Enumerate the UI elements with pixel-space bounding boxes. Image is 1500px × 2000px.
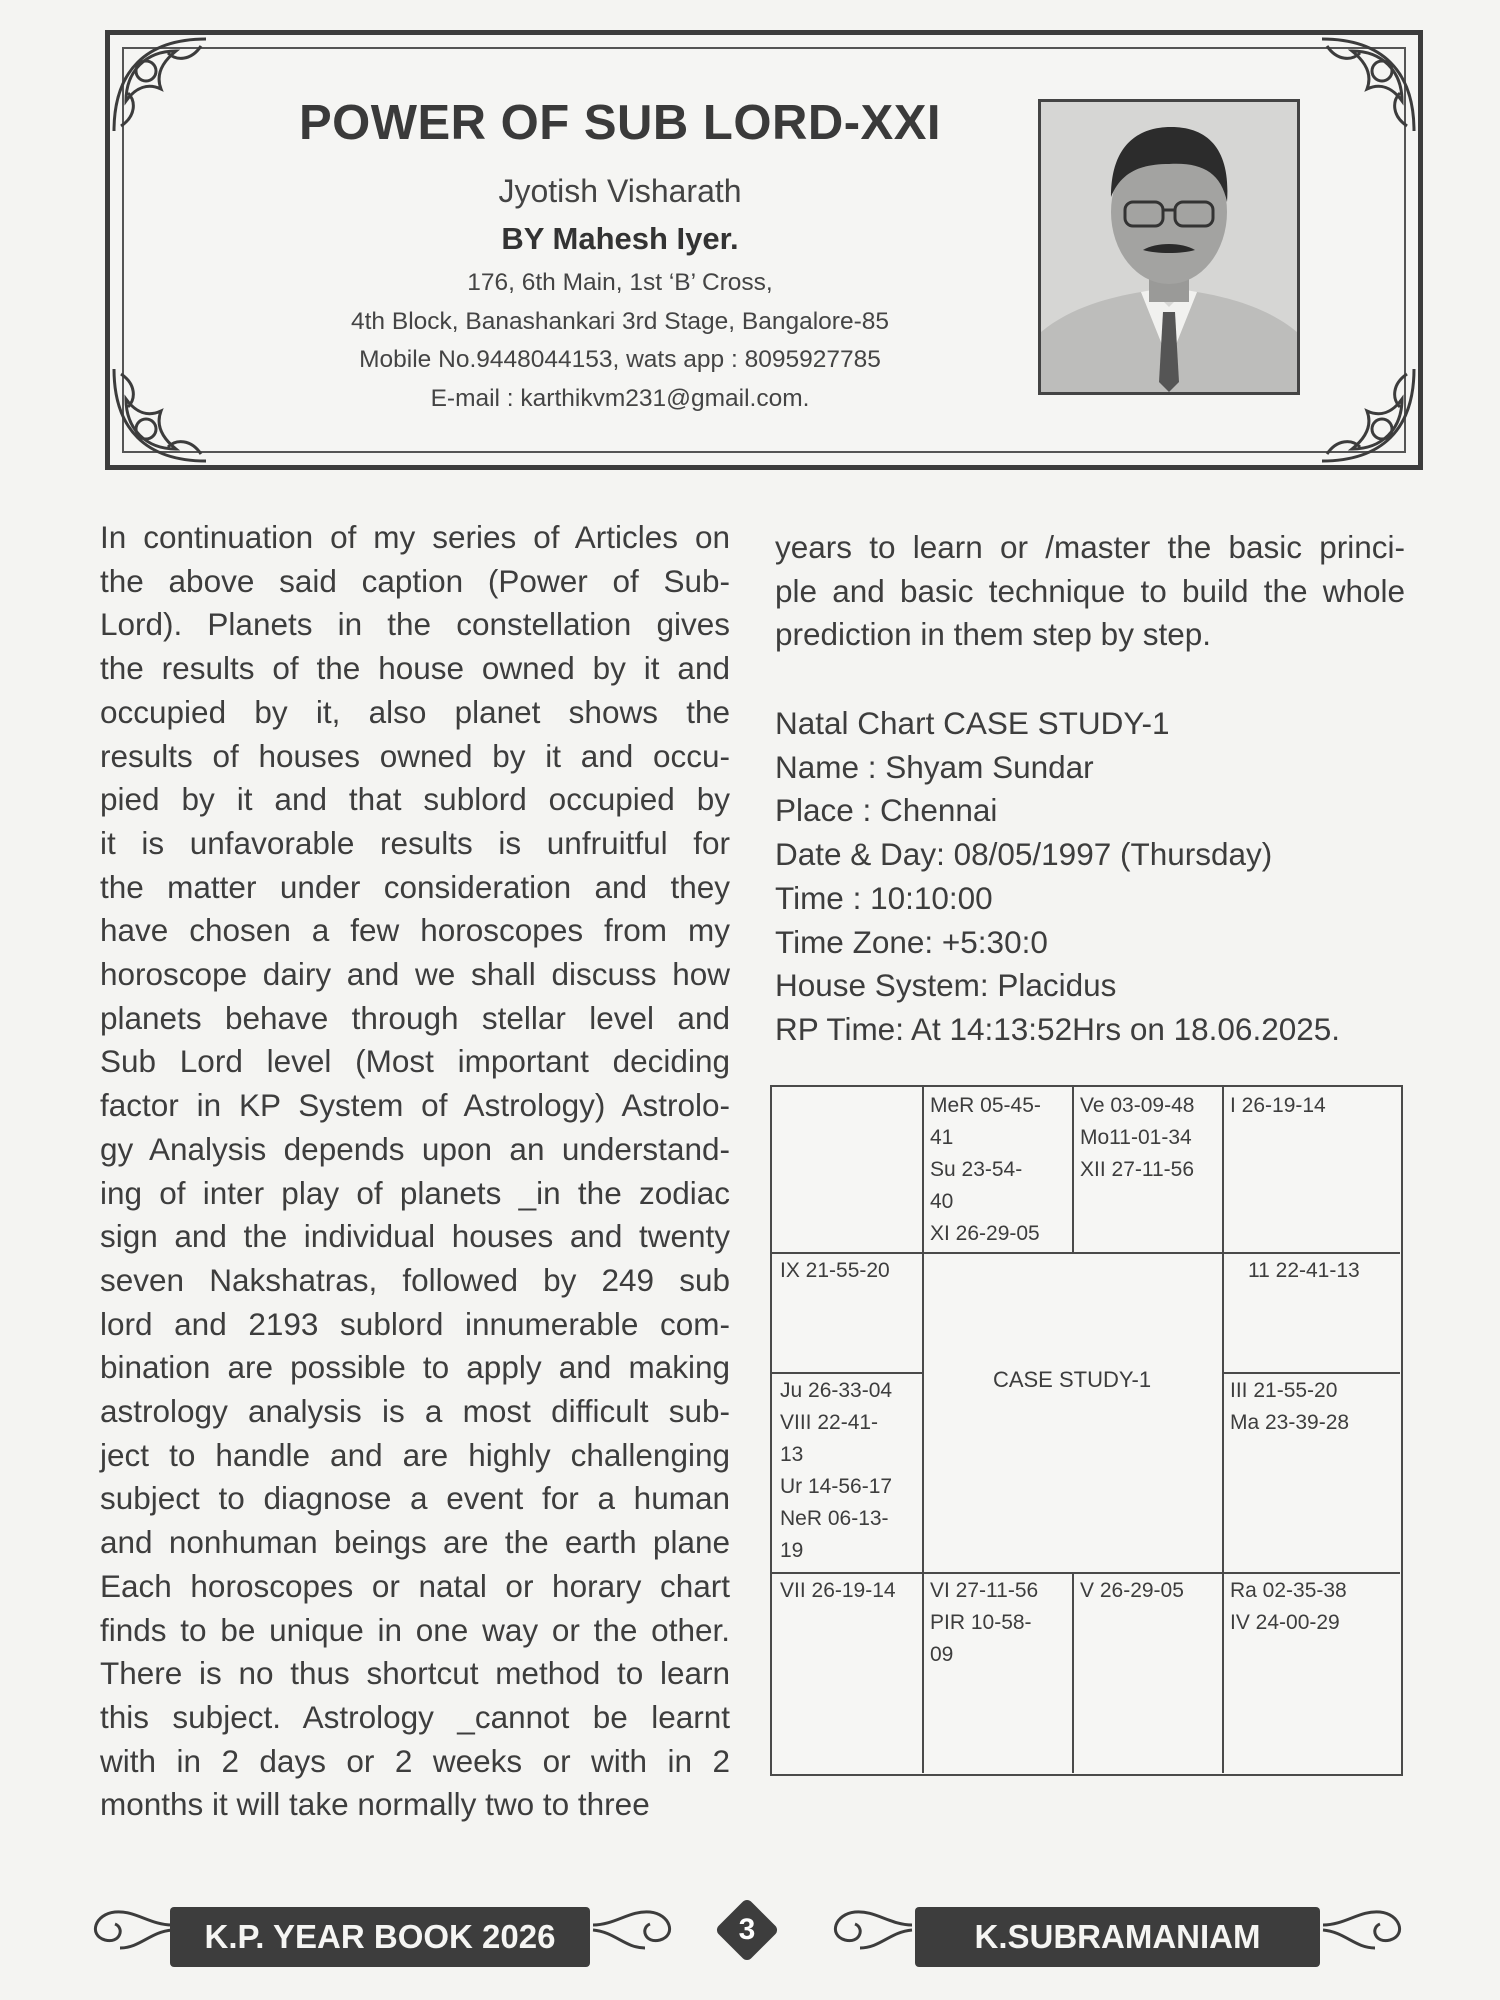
chart-cell-entry: VII 26-19-14: [780, 1579, 896, 1602]
chart-cell-entry: NeR 06-13-: [780, 1507, 889, 1530]
native-name: Name : Shyam Sundar: [775, 748, 1094, 785]
footer-swirl-icon: [80, 1890, 175, 1960]
chart-cell-r3c4: [1222, 1372, 1400, 1572]
contact-email: E-mail : karthikvm231@gmail.com.: [430, 385, 810, 412]
chart-cell-entry: XI 26-29-05: [930, 1222, 1040, 1245]
body-text-line: lord and 2193 sublord innumerable com-: [100, 1305, 730, 1342]
body-text-line: subject to diagnose a event for a human: [100, 1480, 730, 1517]
body-text-line: Each horoscopes or natal or horary chart: [100, 1567, 730, 1604]
body-text-line: and nonhuman beings are the earth plane: [100, 1524, 730, 1561]
chart-cell-entry: 13: [780, 1443, 804, 1466]
body-text-line: In continuation of my series of Articles on: [100, 519, 730, 555]
chart-cell-entry: VIII 22-41-: [780, 1411, 879, 1434]
chart-cell-r4c4: [1222, 1572, 1400, 1773]
address-line-2: 4th Block, Banashankari 3rd Stage, Bangalore-85: [351, 308, 889, 335]
body-text-line: gy Analysis depends upon an understand-: [100, 1130, 730, 1167]
chart-cell-entry: I 26-19-14: [1230, 1094, 1326, 1117]
chart-cell-r2c4: [1222, 1252, 1400, 1372]
body-text-line: the results of the house owned by it and: [100, 650, 730, 687]
article-title: POWER OF SUB LORD-XXI: [298, 96, 942, 150]
corner-ornament-icon: [106, 359, 216, 469]
corner-ornament-icon: [106, 31, 216, 141]
natal-chart-grid: [770, 1085, 1403, 1776]
chart-cell-entry: Ma 23-39-28: [1230, 1411, 1350, 1434]
author-photo: [1038, 99, 1300, 395]
chart-cell-entry: Ve 03-09-48: [1080, 1094, 1195, 1117]
time-zone: Time Zone: +5:30:0: [775, 923, 1048, 960]
body-text-line: years to learn or /master the basic princi-: [775, 529, 1405, 565]
footer-yearbook-label: K.P. YEAR BOOK 2026: [170, 1907, 590, 1967]
case-study-heading: Natal Chart CASE STUDY-1: [775, 705, 1170, 741]
case-study-details: [775, 702, 1415, 1052]
body-text-line: the above said caption (Power of Sub-: [100, 562, 730, 599]
chart-cell-r1c1: [772, 1087, 922, 1252]
chart-cell-entry: Su 23-54-: [930, 1158, 1023, 1181]
author-name: BY Mahesh Iyer.: [501, 221, 739, 256]
chart-cell-entry: Mo11-01-34: [1080, 1126, 1192, 1149]
address-line-1: 176, 6th Main, 1st ‘B’ Cross,: [467, 269, 773, 296]
body-text-line: sign and the individual houses and twenty: [100, 1218, 730, 1255]
chart-cell-entry: 40: [930, 1190, 954, 1213]
footer-swirl-icon: [820, 1890, 915, 1960]
chart-cell-entry: IX 21-55-20: [780, 1259, 890, 1282]
body-text-line: have chosen a few horoscopes from my: [100, 912, 730, 949]
body-text-line: months it will take normally two to three: [100, 1786, 650, 1823]
body-text-line: astrology analysis is a most difficult sub-: [100, 1393, 730, 1430]
chart-cell-r1c3: [1072, 1087, 1222, 1252]
corner-ornament-icon: [1312, 31, 1422, 141]
chart-cell-entry: 09: [930, 1643, 954, 1666]
chart-cell-entry: MeR 05-45-: [930, 1094, 1041, 1117]
chart-cell-r2c1: [772, 1252, 922, 1372]
chart-cell-entry: Ra 02-35-38: [1230, 1579, 1347, 1602]
birth-place: Place : Chennai: [775, 792, 998, 829]
body-text-line: There is no thus shortcut method to learn: [100, 1655, 730, 1692]
footer-swirl-icon: [1320, 1890, 1415, 1960]
footer-swirl-icon: [590, 1890, 685, 1960]
house-system: House System: Placidus: [775, 967, 1117, 1004]
contact-mobile: Mobile No.9448044153, wats app : 8095927785: [359, 346, 881, 373]
article-body-right-column: [775, 526, 1405, 657]
body-text-line: planets behave through stellar level and: [100, 999, 730, 1036]
body-text-line: seven Nakshatras, followed by 249 sub: [100, 1261, 730, 1298]
chart-cell-entry: PIR 10-58-: [930, 1611, 1032, 1634]
body-text-line: ing of inter play of planets _in the zodiac: [100, 1174, 730, 1211]
article-body-left-column: [100, 516, 730, 1827]
chart-cell-r4c2: [922, 1572, 1072, 1773]
chart-cell-entry: III 21-55-20: [1230, 1379, 1338, 1402]
chart-cell-r4c1: [772, 1572, 922, 1773]
chart-cell-r1c4: [1222, 1087, 1400, 1252]
body-text-line: ject to handle and are highly challenging: [100, 1436, 730, 1473]
body-text-line: the matter under consideration and they: [100, 868, 730, 905]
page-number-badge: [712, 1895, 782, 1965]
body-text-line: bination are possible to apply and making: [100, 1349, 730, 1386]
footer-author-label: K.SUBRAMANIAM: [915, 1907, 1320, 1967]
body-text-line: horoscope dairy and we shall discuss how: [100, 956, 730, 993]
chart-cell-entry: VI 27-11-56: [930, 1579, 1039, 1602]
chart-cell-entry: Ju 26-33-04: [780, 1379, 893, 1402]
birth-time: Time : 10:10:00: [775, 879, 993, 916]
page-number: 3: [738, 1913, 756, 1946]
body-text-line: results of houses owned by it and occu-: [100, 737, 730, 774]
body-text-line: prediction in them step by step.: [775, 616, 1211, 653]
body-text-line: ple and basic technique to build the whole: [775, 572, 1405, 609]
author-designation: Jyotish Visharath: [498, 173, 742, 209]
rp-time: RP Time: At 14:13:52Hrs on 18.06.2025.: [775, 1010, 1341, 1047]
chart-cell-entry: Ur 14-56-17: [780, 1475, 893, 1498]
corner-ornament-icon: [1312, 359, 1422, 469]
body-text-line: finds to be unique in one way or the other.: [100, 1611, 730, 1648]
birth-date-day: Date & Day: 08/05/1997 (Thursday): [775, 836, 1273, 873]
body-text-line: Lord). Planets in the constellation gives: [100, 606, 730, 643]
body-text-line: occupied by it, also planet shows the: [100, 693, 730, 730]
article-header-box: [105, 30, 1423, 470]
body-text-line: factor in KP System of Astrology) Astrolo-: [100, 1087, 730, 1124]
chart-cell-r3c1: [772, 1372, 922, 1572]
chart-cell-r4c3: [1072, 1572, 1222, 1773]
author-portrait-icon: [1041, 102, 1297, 392]
chart-cell-r1c2: [922, 1087, 1072, 1252]
body-text-line: this subject. Astrology _cannot be learnt: [100, 1698, 730, 1735]
body-text-line: with in 2 days or 2 weeks or with in 2: [100, 1742, 730, 1779]
chart-cell-entry: 11 22-41-13: [1248, 1259, 1360, 1282]
chart-cell-entry: IV 24-00-29: [1230, 1611, 1340, 1634]
body-text-line: pied by it and that sublord occupied by: [100, 781, 730, 818]
chart-cell-entry: 19: [780, 1539, 804, 1562]
body-text-line: Sub Lord level (Most important deciding: [100, 1043, 730, 1080]
chart-cell-entry: XII 27-11-56: [1080, 1158, 1195, 1181]
body-text-line: it is unfavorable results is unfruitful for: [100, 824, 730, 861]
chart-cell-entry: V 26-29-05: [1080, 1579, 1184, 1602]
chart-cell-entry: 41: [930, 1126, 954, 1149]
chart-center-label: CASE STUDY-1: [992, 1367, 1152, 1392]
